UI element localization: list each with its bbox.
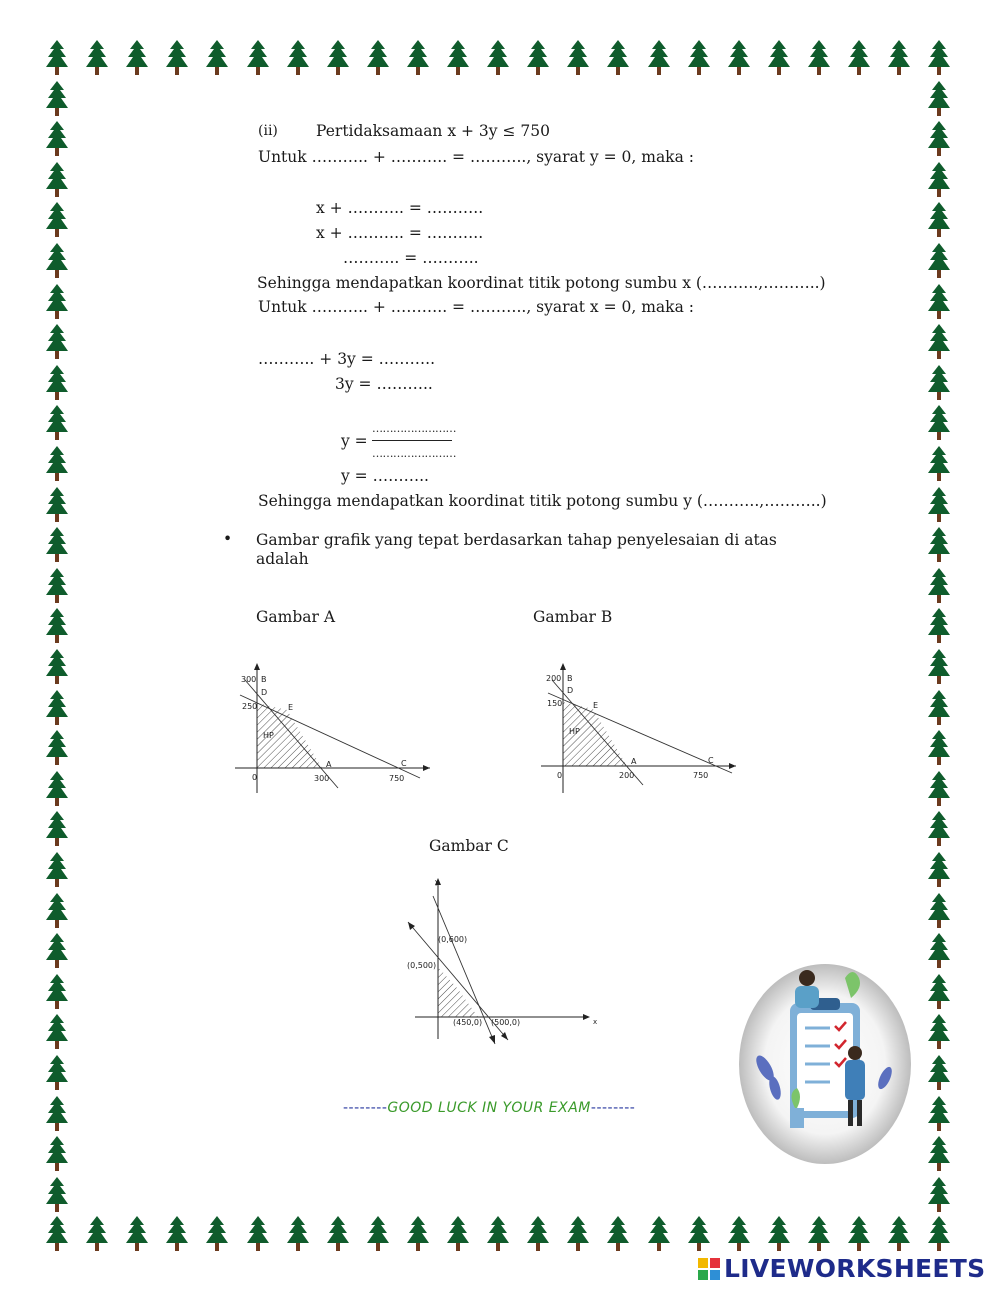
tree-icon: [928, 1014, 950, 1050]
tree-icon: [46, 933, 68, 969]
tree-icon: [126, 1216, 148, 1252]
step2-text: Untuk ……….. + ……….. = ……….., syarat x = 0, maka :: [258, 298, 694, 316]
graph-b-x-arrow: [729, 763, 736, 769]
tree-icon: [928, 1216, 950, 1252]
figure-a-title[interactable]: Gambar A: [256, 608, 336, 626]
graph-c-label-x: x: [593, 1018, 598, 1026]
tree-icon: [247, 1216, 269, 1252]
tree-icon: [367, 1216, 389, 1252]
graph-c-label-0-600: (0,600): [438, 935, 468, 944]
tree-icon: [487, 40, 509, 76]
tree-icon: [46, 608, 68, 644]
tree-icon: [46, 730, 68, 766]
step1-text: Untuk ……….. + ……….. = ……….., syarat y = 0, maka :: [258, 148, 694, 166]
tree-icon: [327, 1216, 349, 1252]
good-luck-message: [343, 1100, 635, 1116]
tree-icon: [888, 40, 910, 76]
tree-icon: [166, 40, 188, 76]
graph-a-x-arrow: [423, 765, 430, 771]
tree-icon: [928, 933, 950, 969]
tree-icon: [928, 162, 950, 198]
tree-icon: [928, 608, 950, 644]
tree-icon: [46, 568, 68, 604]
tree-icon: [46, 284, 68, 320]
tree-icon: [206, 1216, 228, 1252]
graph-b-label-x750: 750: [693, 771, 709, 780]
tree-icon: [126, 40, 148, 76]
equation-6: y = ………..: [341, 467, 429, 485]
graph-a-label-E: E: [288, 703, 294, 712]
dashes-right: --------: [590, 1100, 636, 1116]
tree-icon: [86, 1216, 108, 1252]
tree-icon: [46, 852, 68, 888]
tree-icon: [46, 446, 68, 482]
graph-b-label-D: D: [567, 686, 574, 695]
result-x-intercept: Sehingga mendapatkan koordinat titik potong sumbu x (………..,………..): [257, 274, 826, 292]
tree-icon: [46, 1216, 68, 1252]
tree-icon: [928, 690, 950, 726]
question-line-2: adalah: [256, 550, 309, 568]
part-label: (ii): [258, 123, 278, 139]
tree-icon: [46, 202, 68, 238]
tree-icon: [46, 1014, 68, 1050]
result-y-intercept: Sehingga mendapatkan koordinat titik potong sumbu y (………..,………..): [258, 492, 827, 510]
tree-icon: [928, 852, 950, 888]
fraction-lead: y =: [341, 432, 368, 450]
tree-icon: [928, 811, 950, 847]
dashes-left: --------: [343, 1100, 388, 1116]
figure-c-title[interactable]: Gambar C: [429, 837, 509, 855]
equation-1: x + ……….. = ………..: [316, 199, 484, 217]
tree-icon: [928, 40, 950, 76]
tree-icon: [86, 40, 108, 76]
tree-icon: [487, 1216, 509, 1252]
tree-icon: [46, 40, 68, 76]
tree-icon: [688, 40, 710, 76]
tree-icon: [928, 1177, 950, 1213]
tree-icon: [407, 40, 429, 76]
graph-a-label-A: A: [326, 760, 332, 769]
tree-icon: [928, 893, 950, 929]
graph-b[interactable]: [536, 660, 741, 795]
equation-2: x + ……….. = ………..: [316, 224, 484, 242]
fraction-numerator: ……………………: [372, 422, 456, 435]
tree-icon: [407, 1216, 429, 1252]
graph-b-label-C: C: [708, 756, 714, 765]
graph-c-label-500-0: (500,0): [491, 1018, 521, 1027]
graph-b-label-x200: 200: [619, 771, 635, 780]
tree-icon: [247, 40, 269, 76]
graph-a[interactable]: [230, 660, 435, 795]
tree-icon: [607, 40, 629, 76]
tree-icon: [928, 324, 950, 360]
tree-icon: [688, 1216, 710, 1252]
graph-a-label-ytop: 300: [241, 675, 257, 684]
good-luck-text: GOOD LUCK IN YOUR EXAM: [387, 1100, 591, 1116]
tree-icon: [928, 202, 950, 238]
tree-icon: [928, 487, 950, 523]
graph-a-label-C: C: [401, 759, 407, 768]
tree-icon: [46, 649, 68, 685]
tree-icon: [46, 893, 68, 929]
equation-5: 3y = ………..: [335, 375, 433, 393]
tree-icon: [447, 40, 469, 76]
tree-icon: [46, 1136, 68, 1172]
tree-icon: [928, 1055, 950, 1091]
tree-icon: [46, 365, 68, 401]
tree-icon: [928, 771, 950, 807]
tree-icon: [46, 1096, 68, 1132]
tree-icon: [567, 40, 589, 76]
tree-icon: [928, 568, 950, 604]
graph-a-label-origin: 0: [252, 773, 258, 782]
question-line-1: Gambar grafik yang tepat berdasarkan tahap penyelesaian di atas: [256, 531, 777, 549]
tree-icon: [768, 1216, 790, 1252]
tree-icon: [928, 527, 950, 563]
inequality-heading: Pertidaksamaan x + 3y ≤ 750: [316, 122, 550, 140]
graph-b-label-ytop: 200: [546, 674, 562, 683]
tree-icon: [728, 1216, 750, 1252]
tree-icon: [808, 1216, 830, 1252]
tree-icon: [648, 1216, 670, 1252]
graph-a-label-D: D: [261, 688, 268, 697]
graph-a-label-x300: 300: [314, 774, 330, 783]
tree-icon: [928, 284, 950, 320]
tree-icon: [46, 324, 68, 360]
graph-b-y-arrow: [560, 663, 566, 670]
graph-c-label-0-500: (0,500): [407, 961, 437, 970]
tree-icon: [928, 974, 950, 1010]
graph-b-label-ylow: 150: [547, 699, 563, 708]
tree-icon: [848, 1216, 870, 1252]
tree-icon: [928, 649, 950, 685]
tree-icon: [928, 730, 950, 766]
tree-icon: [928, 81, 950, 117]
tree-icon: [46, 771, 68, 807]
liveworksheets-logo-text[interactable]: LIVEWORKSHEETS: [724, 1254, 986, 1283]
graph-a-label-B: B: [261, 675, 267, 684]
graph-c-label-y: y: [435, 878, 440, 886]
tree-icon: [607, 1216, 629, 1252]
tree-icon: [46, 1177, 68, 1213]
bullet: •: [223, 530, 233, 548]
tree-icon: [928, 365, 950, 401]
tree-icon: [527, 1216, 549, 1252]
tree-icon: [928, 446, 950, 482]
tree-icon: [46, 690, 68, 726]
graph-a-label-HP: HP: [263, 731, 274, 740]
tree-icon: [728, 40, 750, 76]
tree-icon: [848, 40, 870, 76]
graph-c[interactable]: [400, 874, 605, 1049]
graph-a-label-x750: 750: [389, 774, 405, 783]
tree-icon: [447, 1216, 469, 1252]
figure-b-title[interactable]: Gambar B: [533, 608, 613, 626]
fraction-bar: [372, 440, 452, 441]
graph-a-label-ylow: 250: [242, 702, 258, 711]
tree-icon: [768, 40, 790, 76]
tree-icon: [928, 405, 950, 441]
tree-icon: [46, 162, 68, 198]
tree-icon: [527, 40, 549, 76]
tree-icon: [888, 1216, 910, 1252]
tree-icon: [928, 1096, 950, 1132]
tree-icon: [46, 487, 68, 523]
equation-3: ……….. = ………..: [343, 249, 479, 267]
graph-b-label-HP: HP: [569, 727, 580, 736]
tree-icon: [648, 40, 670, 76]
tree-icon: [928, 1136, 950, 1172]
graph-b-label-origin: 0: [557, 771, 563, 780]
tree-icon: [287, 40, 309, 76]
tree-icon: [46, 811, 68, 847]
tree-icon: [46, 527, 68, 563]
tree-icon: [287, 1216, 309, 1252]
graph-b-label-B: B: [567, 674, 573, 683]
tree-icon: [46, 243, 68, 279]
tree-icon: [46, 81, 68, 117]
tree-icon: [46, 1055, 68, 1091]
tree-icon: [166, 1216, 188, 1252]
graph-a-y-arrow: [254, 663, 260, 670]
tree-icon: [206, 40, 228, 76]
liveworksheets-logo-icon: [698, 1258, 720, 1280]
equation-4: ……….. + 3y = ………..: [258, 350, 436, 368]
tree-icon: [928, 243, 950, 279]
graph-b-label-E: E: [593, 701, 599, 710]
tree-icon: [928, 121, 950, 157]
tree-icon: [46, 121, 68, 157]
graph-b-label-A: A: [631, 757, 637, 766]
checklist-illustration: [735, 958, 915, 1168]
tree-icon: [808, 40, 830, 76]
tree-icon: [567, 1216, 589, 1252]
tree-icon: [46, 974, 68, 1010]
graph-c-label-450-0: (450,0): [453, 1018, 483, 1027]
graph-c-x-arrow: [583, 1014, 590, 1020]
tree-icon: [367, 40, 389, 76]
tree-icon: [46, 405, 68, 441]
fraction-denominator: ……………………: [372, 447, 456, 460]
tree-icon: [327, 40, 349, 76]
graph-c-shaded-region: [438, 967, 478, 1017]
graph-c-steep-arrow: [489, 1035, 495, 1044]
